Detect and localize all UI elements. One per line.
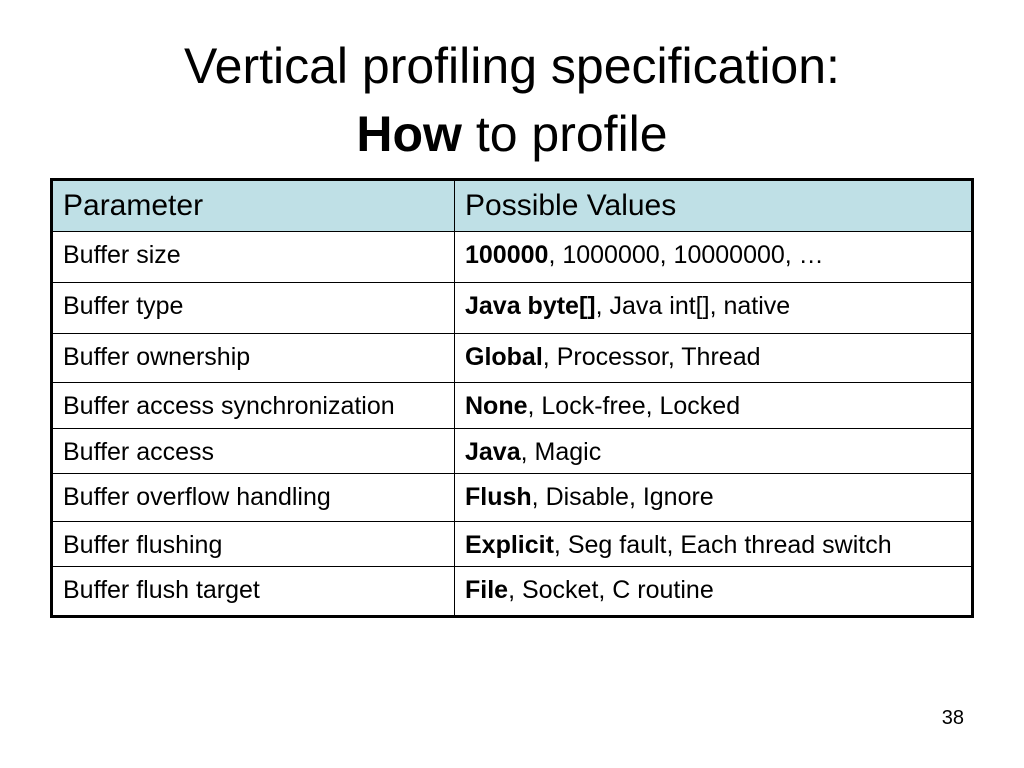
parameter-cell: Buffer access synchronization [52, 383, 455, 429]
values-cell [455, 283, 973, 334]
table-header-row [52, 180, 973, 232]
values-cell [455, 334, 973, 383]
values-cell [455, 383, 973, 429]
table-row [52, 334, 973, 383]
table-row [52, 474, 973, 522]
title-line-1: Vertical profiling specification: [184, 38, 840, 94]
parameter-cell: Buffer flush target [52, 567, 455, 617]
values-cell [455, 474, 973, 522]
parameter-cell: Buffer type [52, 283, 455, 334]
table-row [52, 383, 973, 429]
default-value: Java byte[] [465, 292, 596, 320]
table-row [52, 522, 973, 567]
table-row [52, 232, 973, 283]
title-emphasis: How [356, 106, 462, 162]
table-row [52, 567, 973, 617]
slide-title [0, 32, 1024, 168]
default-value: Global [465, 343, 543, 371]
table-row [52, 283, 973, 334]
other-values: , Magic [520, 438, 602, 466]
other-values: , Seg fault, Each thread switch [553, 531, 892, 559]
parameter-table [50, 178, 974, 618]
parameter-cell: Buffer overflow handling [52, 474, 455, 522]
values-cell [455, 232, 973, 283]
default-value: Explicit [465, 531, 554, 559]
table-row [52, 429, 973, 474]
default-value: Java [465, 438, 521, 466]
other-values: , Lock-free, Locked [527, 392, 741, 420]
other-values: , Processor, Thread [542, 343, 761, 371]
header-possible-values: Possible Values [455, 180, 973, 232]
values-cell [455, 429, 973, 474]
title-line-2-rest: to profile [461, 106, 668, 162]
page-number: 38 [941, 707, 964, 729]
other-values: , Java int[], native [595, 292, 791, 320]
parameter-cell: Buffer ownership [52, 334, 455, 383]
default-value: 100000 [465, 241, 549, 269]
title-line-2 [0, 100, 1024, 168]
header-parameter: Parameter [52, 180, 455, 232]
values-cell [455, 522, 973, 567]
values-cell [455, 567, 973, 617]
other-values: , 1000000, 10000000, … [548, 241, 824, 269]
other-values: , Disable, Ignore [531, 483, 714, 511]
default-value: Flush [465, 483, 532, 511]
default-value: None [465, 392, 528, 420]
parameter-cell: Buffer access [52, 429, 455, 474]
parameter-cell: Buffer flushing [52, 522, 455, 567]
parameter-cell: Buffer size [52, 232, 455, 283]
other-values: , Socket, C routine [508, 576, 714, 604]
default-value: File [465, 576, 509, 604]
